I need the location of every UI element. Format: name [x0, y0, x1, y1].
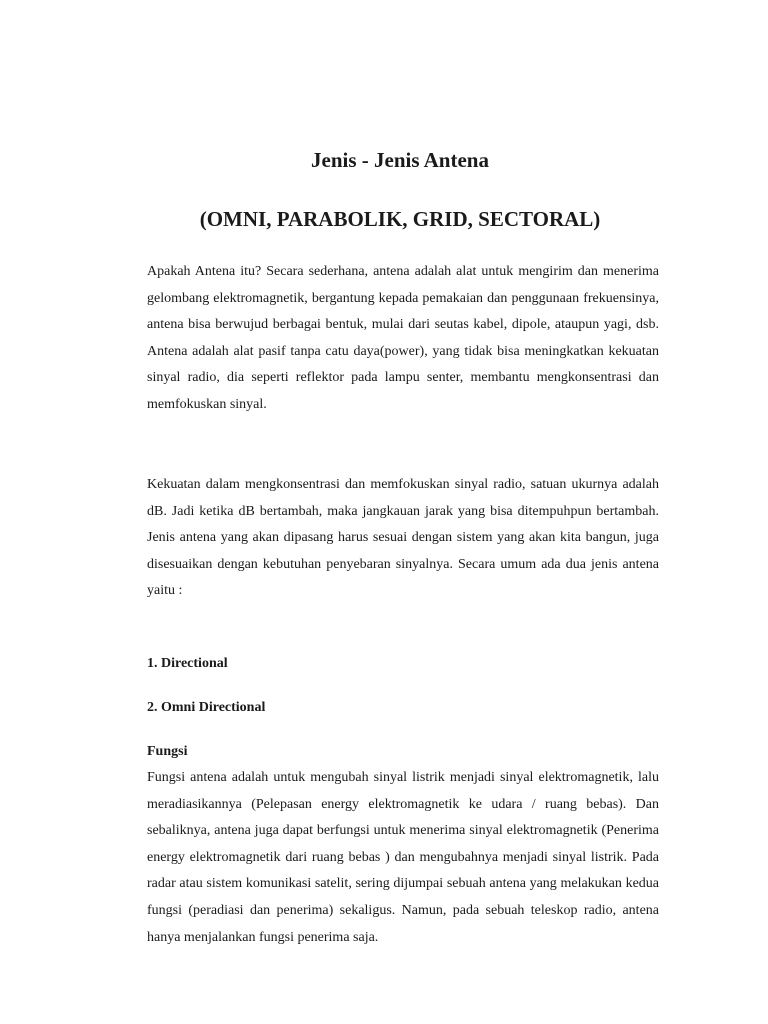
paragraph-strength: Kekuatan dalam mengkonsentrasi dan memfokuskan sinyal radio, satuan ukurnya adalah dB. Jadi ketika dB bertambah, maka jangkauan jarak yang bisa ditempuhpun bertambah. Jenis antena yang akan dipasang harus sesuai dengan sistem yang akan kita bangun, juga disesuaikan dengan kebutuhan penyebaran sinyalnya. Secara umum ada dua jenis antena yaitu : [147, 477, 659, 599]
list-item-omni-directional: 2. Omni Directional [147, 700, 266, 715]
paragraph-fungsi: Fungsi antena adalah untuk mengubah sinyal listrik menjadi sinyal elektromagnetik, lalu meradiasikannya (Pelepasan energy elektromagnetik ke udara / ruang bebas). Dan sebaliknya, antena juga dapat berfungsi untuk menerima sinyal elektromagnetik (Penerima energy elektromagnetik dari ruang bebas ) dan mengubahnya menjadi sinyal listrik. Pada radar atau sistem komunikasi satelit, sering dijumpai sebuah antena yang melakukan kedua fungsi (peradiasi dan penerima) sekaligus. Namun, pada sebuah teleskop radio, antena hanya menjalankan fungsi penerima saja. [147, 770, 659, 945]
list-item-directional: 1. Directional [147, 656, 228, 671]
document-title: Jenis - Jenis Antena [311, 148, 489, 172]
paragraph-intro: Apakah Antena itu? Secara sederhana, antena adalah alat untuk mengirim dan menerima gelombang elektromagnetik, bergantung kepada pemakaian dan penggunaan frekuensinya, antena bisa berwujud berbagai bentuk, mulai dari seutas kabel, dipole, ataupun yagi, dsb. Antena adalah alat pasif tanpa catu daya(power), yang tidak bisa meningkatkan kekuatan sinyal radio, dia seperti reflektor pada lampu senter, membantu mengkonsentrasi dan memfokuskan sinyal. [147, 264, 659, 412]
document-subtitle: (OMNI, PARABOLIK, GRID, SECTORAL) [199, 207, 601, 231]
section-heading-fungsi: Fungsi [147, 744, 188, 759]
